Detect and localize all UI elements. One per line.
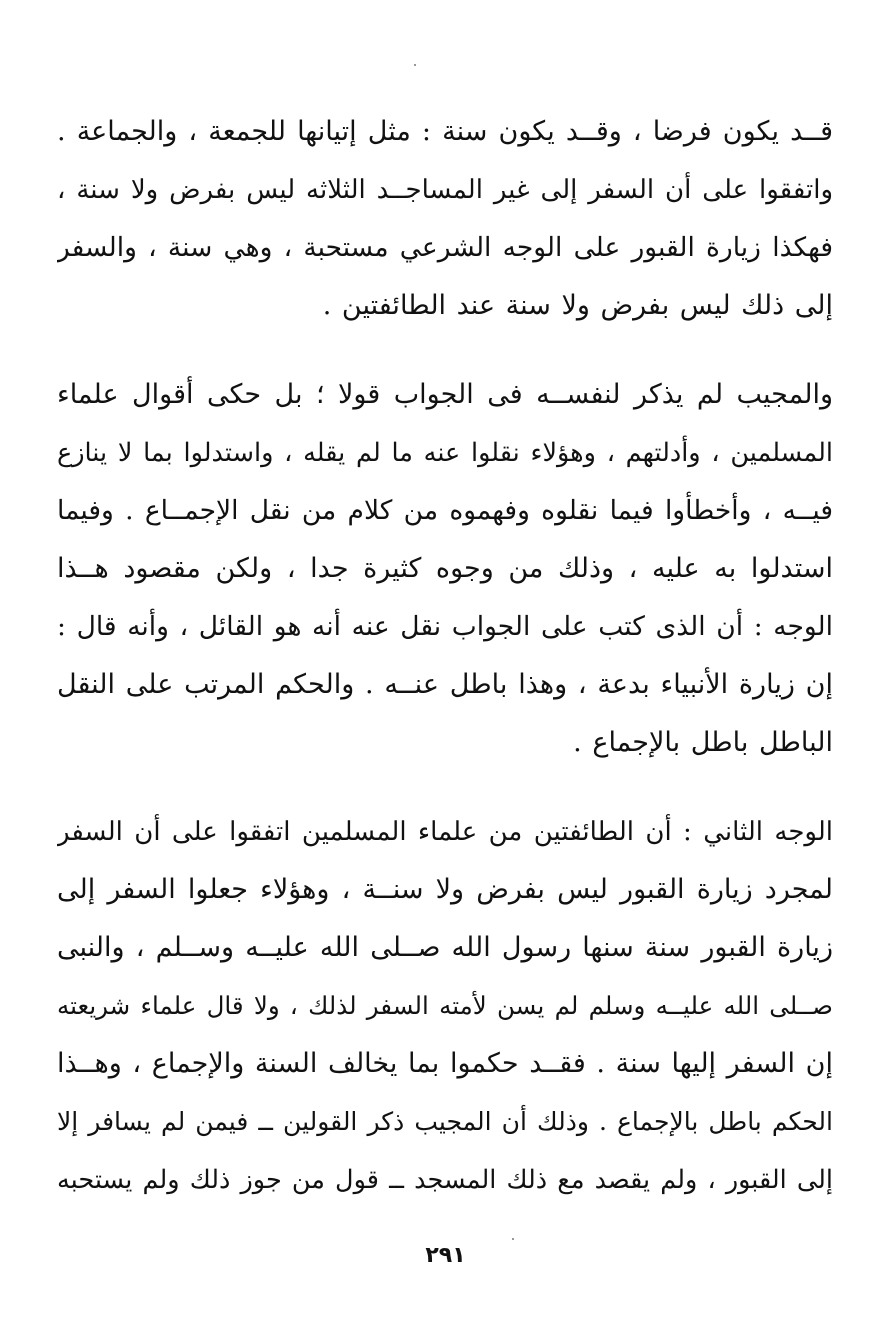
paragraph-2: [57, 366, 833, 772]
text-line: الباطل باطل بالإجماع .: [573, 727, 833, 758]
text-line: لمجرد زيارة القبور ليس بفرض ولا سنــة ، وهؤلاء جعلوا السفر إلى: [57, 874, 833, 905]
text-line: الوجه : أن الذى كتب على الجواب نقل عنه أنه هو القائل ، وأنه قال :: [57, 611, 833, 642]
text-line: إن زيارة الأنبياء بدعة ، وهذا باطل عنــه . والحكم المرتب على النقل: [57, 669, 833, 700]
text-line: قــد يكون فرضا ، وقــد يكون سنة : مثل إتيانها للجمعة ، والجماعة .: [57, 116, 833, 147]
paragraph-1: [57, 103, 833, 335]
scan-speck: [512, 1238, 514, 1240]
text-line: والمجيب لم يذكر لنفســه فى الجواب قولا ؛ بل حكى أقوال علماء: [57, 379, 833, 410]
page-number: ٢٩١: [425, 1243, 466, 1268]
text-line: إلى القبور ، ولم يقصد مع ذلك المسجد ــ قول من جوز ذلك ولم يستحبه: [57, 1165, 833, 1195]
text-line: المسلمين ، وأدلتهم ، وهؤلاء نقلوا عنه ما لم يقله ، واستدلوا بما لا ينازع: [57, 438, 833, 468]
text-line: فيــه ، وأخطأوا فيما نقلوه وفهموه من كلام من نقل الإجمــاع . وفيما: [57, 495, 833, 526]
text-line: زيارة القبور سنة سنها رسول الله صــلى الله عليــه وســلم ، والنبى: [57, 932, 833, 963]
text-line: إن السفر إليها سنة . فقــد حكموا بما يخالف السنة والإجماع ، وهــذا: [57, 1048, 833, 1079]
text-line: واتفقوا على أن السفر إلى غير المساجــد الثلاثه ليس بفرض ولا سنة ،: [57, 175, 833, 205]
text-line: الحكم باطل بالإجماع . وذلك أن المجيب ذكر القولين ــ فيمن لم يسافر إلا: [57, 1107, 833, 1136]
paragraph-3: [57, 803, 833, 1209]
scan-speck: [414, 64, 416, 66]
text-line: إلى ذلك ليس بفرض ولا سنة عند الطائفتين .: [322, 290, 833, 321]
text-line: استدلوا به عليه ، وذلك من وجوه كثيرة جدا ، ولكن مقصود هــذا: [57, 553, 833, 584]
text-line: صــلى الله عليــه وسلم لم يسن لأمته السفر لذلك ، ولا قال علماء شريعته: [57, 991, 833, 1020]
text-line: الوجه الثاني : أن الطائفتين من علماء المسلمين اتفقوا على أن السفر: [57, 817, 833, 847]
text-line: فهكذا زيارة القبور على الوجه الشرعي مستحبة ، وهي سنة ، والسفر: [57, 232, 833, 263]
